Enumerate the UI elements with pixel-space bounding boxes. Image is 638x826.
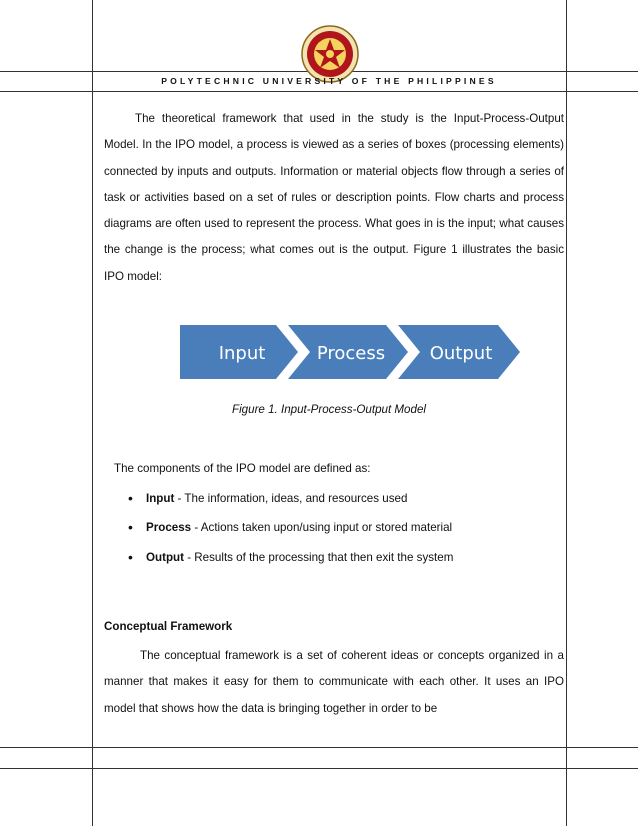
footer-bottom-rule	[0, 768, 638, 769]
process-step-label: Process	[316, 343, 386, 364]
university-seal-icon	[300, 24, 360, 84]
university-name: POLYTECHNIC UNIVERSITY OF THE PHILIPPINES	[161, 76, 497, 86]
component-definition: - Results of the processing that then exit the system	[184, 551, 454, 564]
components-intro: The components of the IPO model are defined as:	[114, 462, 371, 475]
footer-top-rule	[0, 747, 638, 748]
list-item	[146, 492, 407, 505]
ipo-diagram	[180, 325, 520, 379]
bullet-icon: •	[128, 549, 133, 565]
header-bottom-rule	[0, 91, 638, 92]
right-margin-line	[566, 0, 567, 826]
section-heading: Conceptual Framework	[104, 620, 233, 633]
component-term: Process	[146, 521, 192, 534]
component-definition: - Actions taken upon/using input or stored material	[191, 521, 453, 534]
output-step-label: Output	[429, 343, 493, 364]
list-item	[146, 551, 453, 564]
input-step-label: Input	[218, 343, 266, 364]
bullet-icon: •	[128, 519, 133, 535]
intro-paragraph: The theoretical framework that used in the study is the Input-Process-Output Model. In the IPO model, a process is viewed as a series of boxes (processing elements) connected by inputs and outputs. Information or material objects flow through a series of task or activities based on a set of rules or description points. Flow charts and process diagrams are often used to represent the process. What goes in is the input; what causes the change is the process; what comes out is the output. Figure 1 illustrates the basic IPO model:	[104, 112, 564, 283]
conceptual-paragraph: The conceptual framework is a set of coherent ideas or concepts organized in a manner that makes it easy for them to communicate with each other. It uses an IPO model that shows how the data is bringing together in order to be	[104, 649, 564, 715]
component-definition: - The information, ideas, and resources used	[174, 492, 408, 505]
bullet-icon: •	[128, 490, 133, 506]
component-term: Output	[146, 551, 184, 564]
list-item	[146, 521, 452, 534]
figure-caption: Figure 1. Input-Process-Output Model	[232, 403, 426, 416]
component-term: Input	[146, 492, 175, 505]
